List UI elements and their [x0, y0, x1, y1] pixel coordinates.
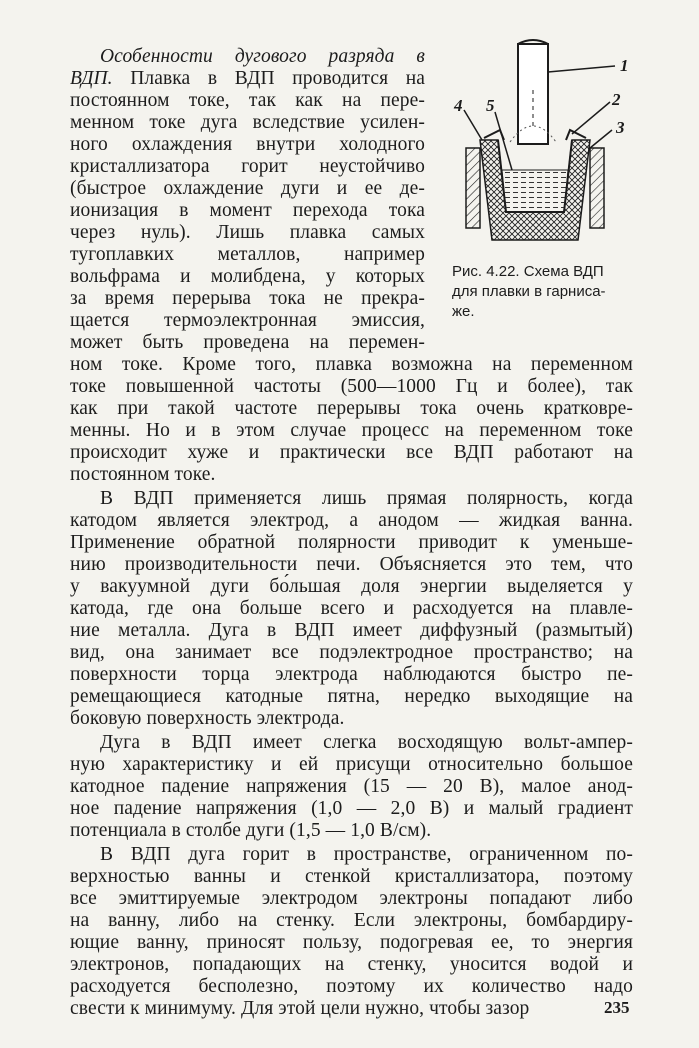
- callout-2: 2: [612, 90, 621, 109]
- text-line: постоянном токе, так как на пере-: [70, 90, 425, 111]
- text-line: ВДП. Плавка в ВДП проводится на: [70, 68, 425, 89]
- text-line: расходуется бесполезно, поэтому их количество надо: [70, 976, 633, 997]
- text-line: может быть проведена на перемен-: [70, 332, 425, 353]
- text-line: нию производительности печи. Объясняется это тем, что: [70, 554, 633, 575]
- text-line: электронов, попадающих на стенку, уносится водой и: [70, 954, 633, 975]
- right-jacket-shape: [590, 148, 604, 228]
- vdp-schematic: [440, 30, 640, 250]
- text-line: щается термоэлектронная эмиссия,: [70, 310, 425, 331]
- figure-vdp-skull-melting: [440, 30, 640, 250]
- caption-line: же.: [452, 303, 475, 320]
- text-line: через нуль). Лишь плавка самых: [70, 222, 425, 243]
- text-line: потенциала в столбе дуги (1,5 — 1,0 В/см).: [70, 820, 432, 841]
- text-line: ную характеристику и ей присущи относительно большое: [70, 754, 633, 775]
- text-line: постоянном токе.: [70, 464, 216, 485]
- text-line: ющие ванну, приносят пользу, подогревая ее, то энергия: [70, 932, 633, 953]
- text-line: вольфрама и молибдена, у которых: [70, 266, 425, 287]
- text-line: Применение обратной полярности приводит к уменьше-: [70, 532, 633, 553]
- text-line: кристаллизатора горит неустойчиво: [70, 156, 425, 177]
- callout-5: 5: [486, 96, 495, 115]
- text-line: на ванну, либо на стенку. Если электроны, бомбардиру-: [70, 910, 633, 931]
- text-line: ионизация в момент перехода тока: [70, 200, 425, 221]
- caption-line: Рис. 4.22. Схема ВДП: [452, 263, 604, 280]
- text-line: ного охлаждения внутри холодного: [70, 134, 425, 155]
- text-line: катодное падение напряжения (15 — 20 В), малое анод-: [70, 776, 633, 797]
- text-line: все эмиттируемые электродом электроны попадают либо: [70, 888, 633, 909]
- text-line: В ВДП дуга горит в пространстве, ограниченном по-: [100, 844, 633, 865]
- text-line: у вакуумной дуги бо́льшая доля энергии выделяется у: [70, 576, 633, 597]
- page-number: 235: [604, 998, 630, 1017]
- text-line: ном токе. Кроме того, плавка возможна на переменном: [70, 354, 633, 375]
- text-line: свести к минимуму. Для этой цели нужно, чтобы зазор: [70, 998, 530, 1019]
- left-jacket-shape: [466, 148, 480, 228]
- callout-4: 4: [454, 96, 463, 115]
- text-line: менны. Но и в этом случае процесс на переменном токе: [70, 420, 633, 441]
- text-line: за время перерыва тока не прекра-: [70, 288, 425, 309]
- text-line: токе повышенной частоты (500—1000 Гц и более), так: [70, 376, 633, 397]
- text-line: вид, она занимает все подэлектродное пространство; на: [70, 642, 633, 663]
- text-line: В ВДП применяется лишь прямая полярность, когда: [100, 488, 633, 509]
- text-line: ние металла. Дуга в ВДП имеет диффузный (размытый): [70, 620, 633, 641]
- callout-3: 3: [616, 118, 625, 137]
- text-line: катода, где она больше всего и расходуется на плавле-: [70, 598, 633, 619]
- text-line: Особенности дугового разряда в: [100, 46, 425, 67]
- text-line: катодом является электрод, а анодом — жидкая ванна.: [70, 510, 633, 531]
- text-line: Дуга в ВДП имеет слегка восходящую вольт-ампер-: [100, 732, 633, 753]
- text-line: происходит хуже и практически все ВДП работают на: [70, 442, 633, 463]
- text-line: ремещающиеся катодные пятна, нередко выходящие на: [70, 686, 633, 707]
- text-line: тугоплавких металлов, например: [70, 244, 425, 265]
- molten-bath-shape: [502, 170, 568, 212]
- text-line: менном токе дуга вследствие усилен-: [70, 112, 425, 133]
- text-line: как при такой частоте перерывы тока очень кратковре-: [70, 398, 633, 419]
- text-line: (быстрое охлаждение дуги и ее де-: [70, 178, 425, 199]
- callout-1: 1: [620, 56, 629, 75]
- text-line: боковую поверхность электрода.: [70, 708, 345, 729]
- text-line: поверхности торца электрода наблюдаются быстро пе-: [70, 664, 633, 685]
- text-line: верхностью ванны и стенкой кристаллизатора, поэтому: [70, 866, 633, 887]
- figure-caption: [452, 262, 642, 322]
- text-line: ное падение напряжения (1,0 — 2,0 В) и малый градиент: [70, 798, 633, 819]
- caption-line: для плавки в гарниса-: [452, 283, 606, 300]
